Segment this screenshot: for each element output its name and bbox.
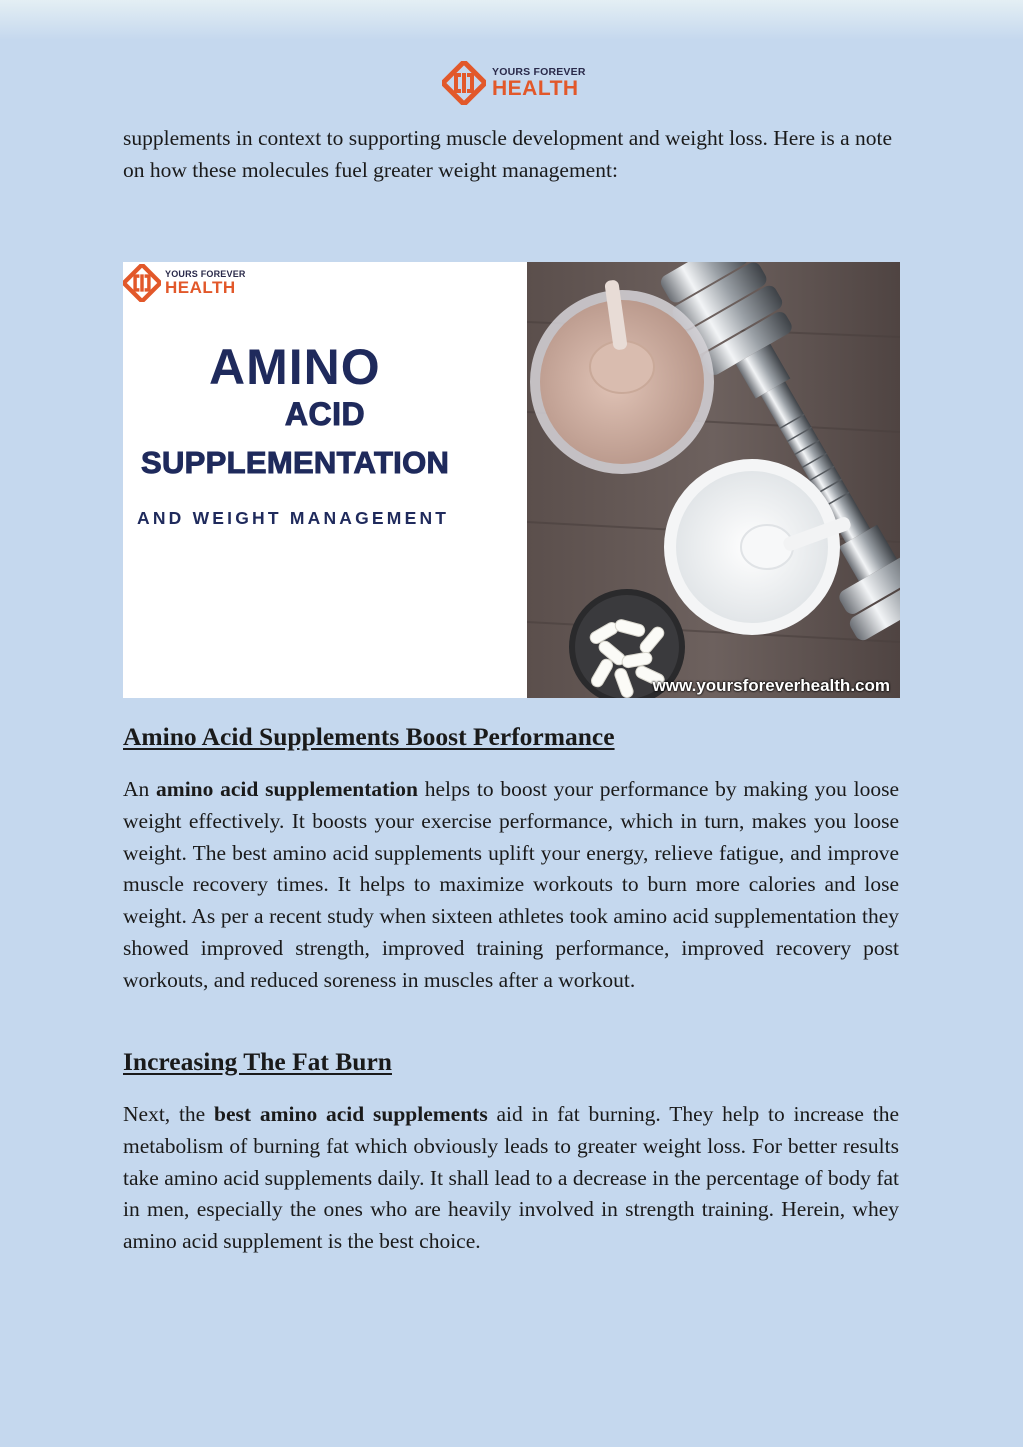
section2-lead: Next, the [123,1102,215,1126]
section1-lead: An [123,777,157,801]
hero-photo [527,262,900,698]
hero-website-url: www.yoursforeverhealth.com [652,676,890,695]
hero-title-acid: ACID [284,396,366,432]
brand-logo [442,58,586,108]
hero-logo-icon [123,264,161,302]
section1-body: helps to boost your performance by making you loose weight effectively. It boosts your exercise performance, which in turn, makes you loose weight. The best amino acid supplements uplift your energy, relieve fatigue, and improve muscle recovery times. It helps to maximize workouts to burn more calories and lose weight. As per a recent study when sixteen athletes took amino acid supplementation they showed improved strength, improved training performance, improved recovery post workouts, and reduced soreness in muscles after a workout. [123,777,900,992]
hero-logo-line2: HEALTH [165,278,236,297]
section1-bold-term: amino acid supplementation [156,777,418,801]
logo-icon [442,61,486,105]
hero-banner-image [123,262,900,698]
supplements-photo-illustration [527,262,900,698]
section2-bold-term: best amino acid supplements [214,1102,488,1126]
hero-title-supplementation: SUPPLEMENTATION [141,445,450,480]
hero-logo [123,264,246,302]
logo-brand-line2: HEALTH [492,76,579,100]
hero-logo-line1: YOURS FOREVER [165,269,246,279]
section2-heading: Increasing The Fat Burn [123,1047,392,1076]
hero-title-panel [123,262,527,698]
logo-brand-line1: YOURS FOREVER [492,66,586,79]
top-fade [0,0,1023,40]
section1-paragraph [123,774,899,997]
hero-subtitle: AND WEIGHT MANAGEMENT [137,508,450,528]
intro-paragraph: supplements in context to supporting muscle development and weight loss. Here is a note on how these molecules fuel greater weight management: [123,126,893,182]
section2-body: aid in fat burning. They help to increase the metabolism of burning fat which obviously leads to greater weight loss. For better results take amino acid supplements daily. It shall lead to a decrease in the percentage of body fat in men, especially the ones who are heavily involved in strength training. Herein, whey amino acid supplement is the best choice. [123,1102,899,1254]
section1-heading: Amino Acid Supplements Boost Performance [123,722,615,751]
section2-paragraph [123,1099,899,1258]
hero-title-amino: AMINO [209,339,381,395]
